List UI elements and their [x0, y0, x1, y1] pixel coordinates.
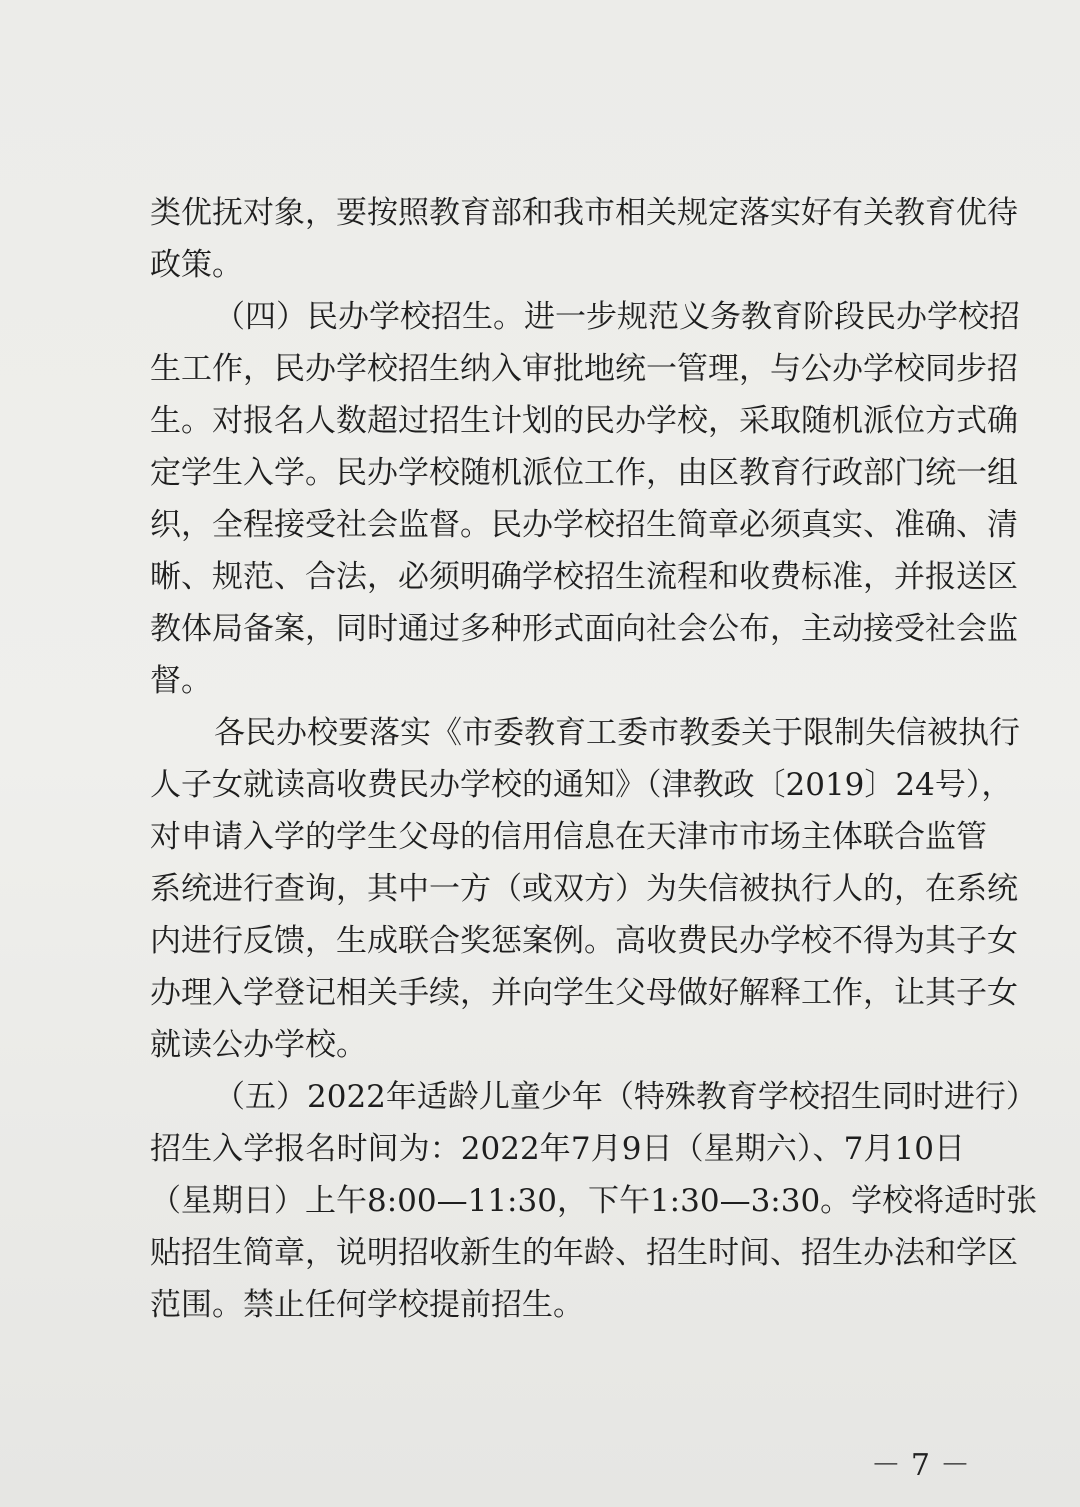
text-line: 对申请入学的学生父母的信用信息在天津市市场主体联合监管 — [150, 819, 987, 855]
text-line: （五）2022年适龄儿童少年（特殊教育学校招生同时进行） — [214, 1079, 1037, 1115]
text-line: 系统进行查询，其中一方（或双方）为失信被执行人的，在系统 — [150, 871, 1018, 907]
text-line: 定学生入学。民办学校随机派位工作，由区教育行政部门统一组 — [150, 455, 1018, 491]
text-line: 贴招生简章，说明招收新生的年龄、招生时间、招生办法和学区 — [150, 1235, 1018, 1271]
text-line: 督。 — [150, 663, 212, 699]
page-number: －7－ — [870, 1448, 980, 1483]
text-line: 类优抚对象，要按照教育部和我市相关规定落实好有关教育优待 — [150, 195, 1018, 231]
text-line: 生工作，民办学校招生纳入审批地统一管理，与公办学校同步招 — [150, 351, 1018, 387]
text-line: 招生入学报名时间为：2022年7月9日（星期六）、7月10日 — [150, 1131, 965, 1167]
text-line: （星期日）上午8:00—11:30，下午1:30—3:30。学校将适时张 — [150, 1183, 1038, 1219]
text-line: 范围。禁止任何学校提前招生。 — [150, 1287, 584, 1323]
text-line: （四）民办学校招生。进一步规范义务教育阶段民办学校招 — [214, 299, 1020, 335]
text-line: 内进行反馈，生成联合奖惩案例。高收费民办学校不得为其子女 — [150, 923, 1018, 959]
text-line: 人子女就读高收费民办学校的通知》（津教政〔2019〕24号）， — [150, 767, 1013, 803]
text-line: 各民办校要落实《市委教育工委市教委关于限制失信被执行 — [214, 715, 1020, 751]
text-line: 办理入学登记相关手续，并向学生父母做好解释工作，让其子女 — [150, 975, 1018, 1011]
text-line: 政策。 — [150, 247, 243, 283]
text-line: 晰、规范、合法，必须明确学校招生流程和收费标准，并报送区 — [150, 559, 1018, 595]
text-line: 生。对报名人数超过招生计划的民办学校，采取随机派位方式确 — [150, 403, 1018, 439]
text-line: 织，全程接受社会监督。民办学校招生简章必须真实、准确、清 — [150, 507, 1018, 543]
text-line: 就读公办学校。 — [150, 1027, 367, 1063]
text-line: 教体局备案，同时通过多种形式面向社会公布，主动接受社会监 — [150, 611, 1018, 647]
